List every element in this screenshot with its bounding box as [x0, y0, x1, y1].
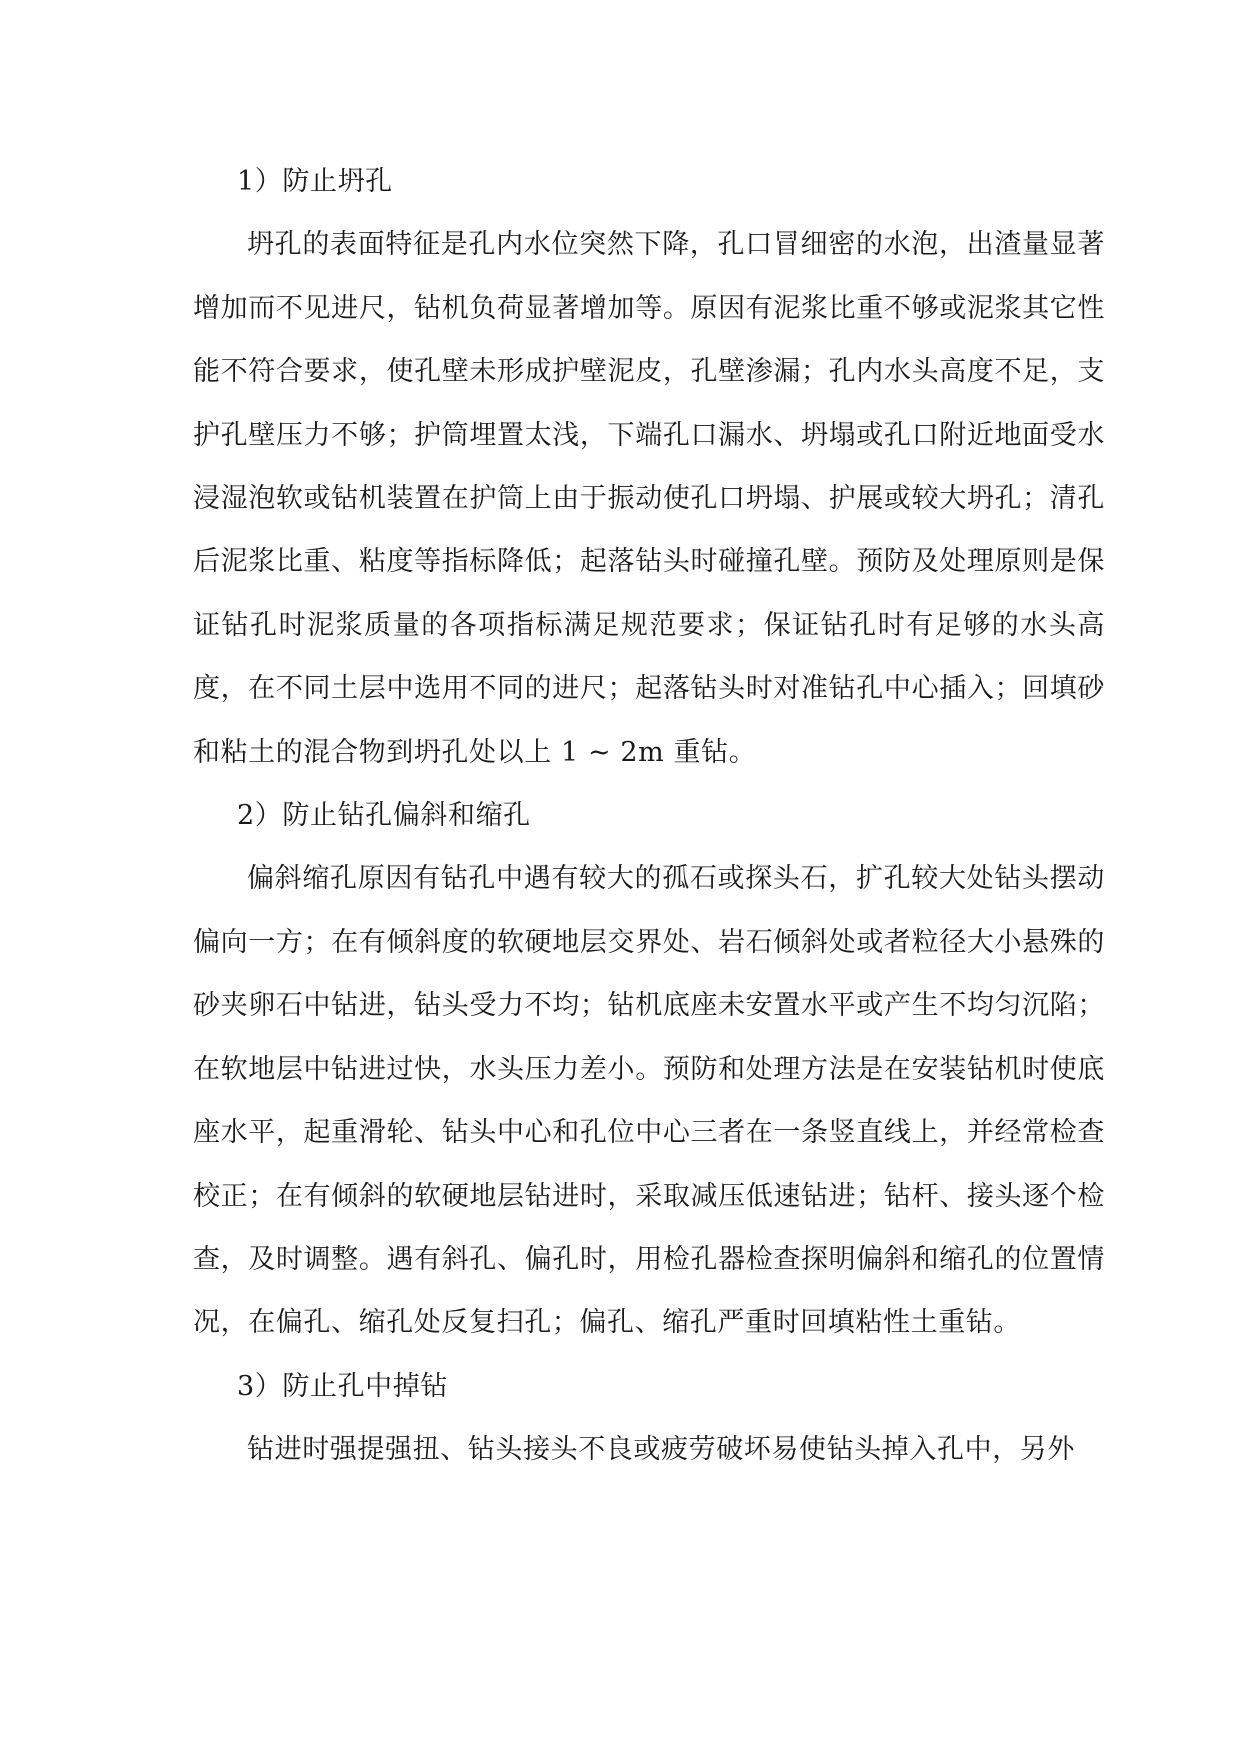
section-heading-2: 2）防止钻孔偏斜和缩孔: [237, 800, 531, 832]
section-paragraph-2: 偏斜缩孔原因有钻孔中遇有较大的孤石或探头石，扩孔较大处钻头摆动偏向一方；在有倾斜度的软硬地层交界处、岩石倾斜处或者粒径大小悬殊的砂夹卵石中钻进，钻头受力不均；钻机底座未安置水平或产生不均匀沉陷；在软地层中钻进过快，水头压力差小。预防和处理方法是在安装钻机时使底座水平，起重滑轮、钻头中心和孔位中心三者在一条竖直线上，并经常检查校正；在有倾斜的软硬地层钻进时，采取减压低速钻进；钻杆、接头逐个检查，及时调整。遇有斜孔、偏孔时，用检孔器检查探明偏斜和缩孔的位置情况，在偏孔、缩孔处反复扫孔；偏孔、缩孔严重时回填粘性土重钻。: [193, 863, 1105, 1339]
document-body: [193, 150, 1105, 1482]
section-paragraph-3: 钻进时强提强扭、钻头接头不良或疲劳破坏易使钻头掉入孔中，另外: [247, 1434, 1075, 1466]
section-paragraph-1: 坍孔的表面特征是孔内水位突然下降，孔口冒细密的水泡，出渣量显著增加而不见进尺，钻机负荷显著增加等。原因有泥浆比重不够或泥浆其它性能不符合要求，使孔壁未形成护壁泥皮，孔壁渗漏；孔内水头高度不足，支护孔壁压力不够；护筒埋置太浅，下端孔口漏水、坍塌或孔口附近地面受水浸湿泡软或钻机装置在护筒上由于振动使孔口坍塌、护展或较大坍孔；清孔后泥浆比重、粘度等指标降低；起落钻头时碰撞孔壁。预防及处理原则是保证钻孔时泥浆质量的各项指标满足规范要求；保证钻孔时有足够的水头高度，在不同土层中选用不同的进尺；起落钻头时对准钻孔中心插入；回填砂和粘土的混合物到坍孔处以上 1 ~ 2m 重钻。: [193, 229, 1105, 768]
section-heading-3: 3）防止孔中掉钻: [237, 1370, 448, 1402]
section-heading-1: 1）防止坍孔: [237, 166, 393, 197]
